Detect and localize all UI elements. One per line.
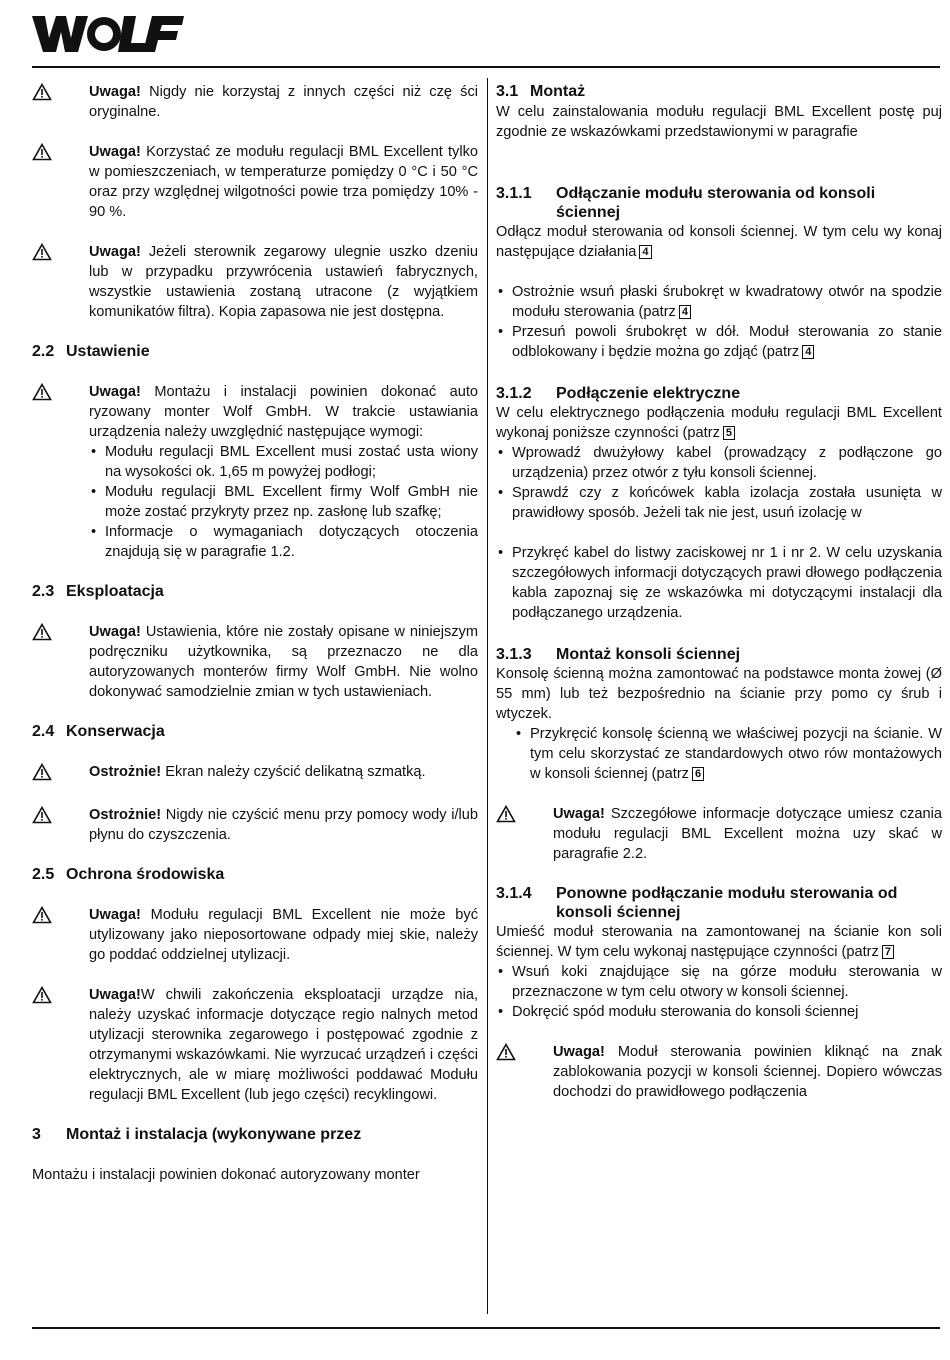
note-text: Ekran należy czyścić delikatną szmatką. — [161, 764, 426, 780]
note-label: Uwaga! — [553, 806, 605, 822]
section-title: Montaż — [530, 83, 586, 100]
section-title: Eksploatacja — [66, 583, 164, 600]
warning-note — [32, 242, 478, 322]
requirements-list — [89, 442, 478, 562]
note-text: Nigdy nie czyścić menu przy pomocy wody i/lub płynu do czyszczenia. — [89, 807, 478, 843]
note-text: Montażu i instalacji powinien dokonać auto ryzowany monter Wolf GmbH. W trakcie ustawiania urządzenia należy uwzględnić następujące wymogi: — [89, 384, 478, 440]
figure-reference: 4 — [802, 345, 814, 359]
paragraph — [496, 922, 942, 962]
note-text: Nigdy nie korzystaj z innych części niż czę ści oryginalne. — [89, 84, 478, 120]
list-item: • Wsuń koki znajdujące się na górze modułu sterowania w przeznaczone w tym celu otwory w konsoli ściennej. — [496, 962, 942, 1002]
note-label: Uwaga! — [553, 1044, 605, 1060]
section-heading-3-1-3 — [496, 645, 942, 664]
warning-icon — [32, 242, 89, 265]
paragraph-text: Odłącz moduł sterowania od konsoli ściennej. W tym celu wy konaj następujące działania — [496, 224, 942, 260]
warning-note — [32, 622, 478, 702]
warning-note — [496, 804, 942, 864]
section-heading-2-3 — [32, 582, 478, 602]
warning-icon — [496, 1042, 553, 1065]
section-number: 3.1.4 — [496, 885, 532, 902]
steps-list — [496, 282, 942, 362]
warning-icon — [32, 142, 89, 165]
warning-icon — [32, 82, 89, 105]
paragraph-text: W celu elektrycznego podłączenia modułu regulacji BML Excellent wykonaj poniższe czynności (patrz — [496, 405, 942, 441]
warning-note — [496, 1042, 942, 1102]
section-number: 2.3 — [32, 583, 55, 600]
section-number: 3.1.3 — [496, 646, 532, 663]
list-item: • Przykręć kabel do listwy zaciskowej nr 1 i nr 2. W celu uzyskania szczegółowych informacji dotyczących prawi dłowego podłączenia kabla zapoznaj się ze wskazówka mi dotyczącymi instalacji dla podłączanego urządzenia. — [496, 543, 942, 623]
section-title: Ponowne podłączanie modułu sterowania od konsoli ściennej — [556, 885, 898, 921]
note-text: Jeżeli sterownik zegarowy ulegnie uszko dzeniu lub w przypadku przywrócenia ustawień fabrycznych, wszystkie ustawienia zostaną utracone (z wyjątkiem komunikatów filtra). Kopia zapasowa nie jest dostępna. — [89, 244, 478, 320]
warning-note — [32, 905, 478, 965]
warning-note — [32, 985, 478, 1105]
section-number: 2.5 — [32, 866, 55, 883]
section-number: 3.1.2 — [496, 385, 532, 402]
note-text: Modułu regulacji BML Excellent nie może być utylizowany jako nieposortowane odpady miej skie, należy go poddać oddzielnej utylizacji. — [89, 907, 478, 963]
header-rule — [32, 66, 940, 68]
list-item: • Dokręcić spód modułu sterowania do konsoli ściennej — [496, 1002, 942, 1022]
list-item — [496, 322, 942, 362]
list-item: • Modułu regulacji BML Excellent firmy Wolf GmbH nie może zostać przykryty przez np. zasłonę lub szafkę; — [89, 482, 478, 522]
section-number: 2.2 — [32, 343, 55, 360]
list-item: • Modułu regulacji BML Excellent musi zostać usta wiony na wysokości ok. 1,65 m powyżej podłogi; — [89, 442, 478, 482]
section-heading-2-5 — [32, 865, 478, 885]
footer-rule — [32, 1327, 940, 1329]
warning-icon — [32, 905, 89, 928]
figure-reference: 6 — [692, 767, 704, 781]
wolf-logo — [32, 14, 188, 58]
section-heading-2-2 — [32, 342, 478, 362]
note-text: W chwili zakończenia eksploatacji urządze nia, należy uzyskać informacje dotyczące regio nalnych metod utylizacji sterownika zegarowego i postępować zgodnie z otrzymanymi wskazówkami. Nie wyrzucać urządzeń i części elektrycznych, ale w miarę możliwości poddawać Modułu regulacji BML Excellent (lub jego części) recyklingowi. — [89, 987, 478, 1103]
section-heading-3-1-1 — [496, 184, 942, 222]
figure-reference: 7 — [882, 945, 894, 959]
section-heading-3-1 — [496, 82, 942, 102]
note-text: Korzystać ze modułu regulacji BML Excellent tylko w pomieszczeniach, w temperaturze pomiędzy 0 °C i 50 °C oraz przy względnej wilgotności powie trza pomiędzy 10% - 90 %. — [89, 144, 478, 220]
section-heading-3-1-2 — [496, 384, 942, 403]
note-label: Uwaga! — [89, 144, 141, 160]
steps-list — [514, 724, 942, 784]
note-label: Uwaga! — [89, 244, 141, 260]
warning-icon — [32, 985, 89, 1008]
section-heading-2-4 — [32, 722, 478, 742]
note-text: Szczegółowe informacje dotyczące umiesz czania modułu regulacji BML Excellent można uzy skać w paragrafie 2.2. — [553, 806, 942, 862]
section-title: Podłączenie elektryczne — [556, 385, 741, 402]
section-title: Konserwacja — [66, 723, 165, 740]
figure-reference: 4 — [679, 305, 691, 319]
wolf-logo-graphic — [32, 14, 188, 54]
paragraph: Konsolę ścienną można zamontować na podstawce monta żowej (Ø 55 mm) lub też bezpośrednio na ścianie przy pomo cy śrub i wtyczek. — [496, 666, 942, 722]
figure-reference: 5 — [723, 426, 735, 440]
steps-list — [496, 962, 942, 1022]
note-text: Ustawienia, które nie zostały opisane w niniejszym podręczniku użytkownika, są przeznaczo ne dla autoryzowanych monterów firmy Wolf GmbH. Nie wolno dokonywać samodzielnie zmian w tych ustawieniach. — [89, 624, 478, 700]
paragraph — [496, 222, 942, 262]
caution-note — [32, 805, 478, 845]
paragraph-text: Umieść moduł sterowania na zamontowanej na ścianie kon soli ściennej. W tym celu wykonaj następujące czynności (patrz — [496, 924, 942, 960]
section-title: Montaż konsoli ściennej — [556, 646, 741, 663]
column-divider — [487, 78, 488, 1314]
list-item — [514, 724, 942, 784]
list-item: • Informacje o wymaganiach dotyczących otoczenia znajdują się w paragrafie 1.2. — [89, 522, 478, 562]
note-label: Ostrożnie! — [89, 764, 162, 780]
note-label: Uwaga! — [89, 987, 141, 1003]
section-number: 3.1 — [496, 83, 519, 100]
paragraph — [496, 403, 942, 443]
warning-icon — [32, 762, 89, 785]
list-item — [496, 282, 942, 322]
warning-icon — [496, 804, 553, 827]
list-item-text: Ostrożnie wsuń płaski śrubokręt w kwadratowy otwór na spodzie modułu sterowania (patrz — [512, 284, 942, 320]
list-item-text: Przesuń powoli śrubokręt w dół. Moduł sterowania zo stanie odblokowany i będzie można go zdjąć (patrz — [512, 324, 942, 360]
note-label: Uwaga! — [89, 624, 141, 640]
caution-note — [32, 762, 478, 785]
warning-note — [32, 82, 478, 122]
section-number: 3.1.1 — [496, 185, 532, 202]
warning-icon — [32, 805, 89, 828]
warning-note — [32, 382, 478, 562]
warning-icon — [32, 622, 89, 645]
section-title: Ustawienie — [66, 343, 150, 360]
left-column — [32, 82, 478, 1185]
note-label: Ostrożnie! — [89, 807, 162, 823]
warning-note — [32, 142, 478, 222]
steps-list — [496, 543, 942, 623]
list-item-text: Przykręcić konsolę ścienną we właściwej pozycji na ścianie. W tym celu skorzystać ze standardowych otwo rów montażowych w konsoli ściennej (patrz — [530, 726, 942, 782]
section-number: 3 — [32, 1126, 41, 1143]
paragraph: W celu zainstalowania modułu regulacji BML Excellent postę puj zgodnie ze wskazówkami przedstawionymi w paragrafie — [496, 104, 942, 140]
right-column — [496, 82, 942, 1102]
section-title: Montaż i instalacja (wykonywane przez — [66, 1126, 362, 1143]
steps-list — [496, 443, 942, 523]
list-item: • Wprowadź dwużyłowy kabel (prowadzący z podłączone go urządzenia) przez otwór z tyłu konsoli ściennej. — [496, 443, 942, 483]
section-heading-3 — [32, 1125, 478, 1145]
figure-reference: 4 — [639, 245, 651, 259]
warning-icon — [32, 382, 89, 405]
note-label: Uwaga! — [89, 84, 141, 100]
section-number: 2.4 — [32, 723, 55, 740]
section-title: Odłączanie modułu sterowania od konsoli ściennej — [556, 185, 876, 221]
note-label: Uwaga! — [89, 384, 141, 400]
list-item: • Sprawdź czy z końcówek kabla izolacja została usunięta w prawidłowy sposób. Jeżeli tak nie jest, usuń izolację w — [496, 483, 942, 523]
note-label: Uwaga! — [89, 907, 141, 923]
note-text: Moduł sterowania powinien kliknąć na znak zablokowania pozycji w konsoli ściennej. Dopiero wówczas dochodzi do prawidłowego podłączenia — [553, 1044, 942, 1100]
paragraph: Montażu i instalacji powinien dokonać autoryzowany monter — [32, 1167, 420, 1183]
section-title: Ochrona środowiska — [66, 866, 225, 883]
section-heading-3-1-4 — [496, 884, 942, 922]
